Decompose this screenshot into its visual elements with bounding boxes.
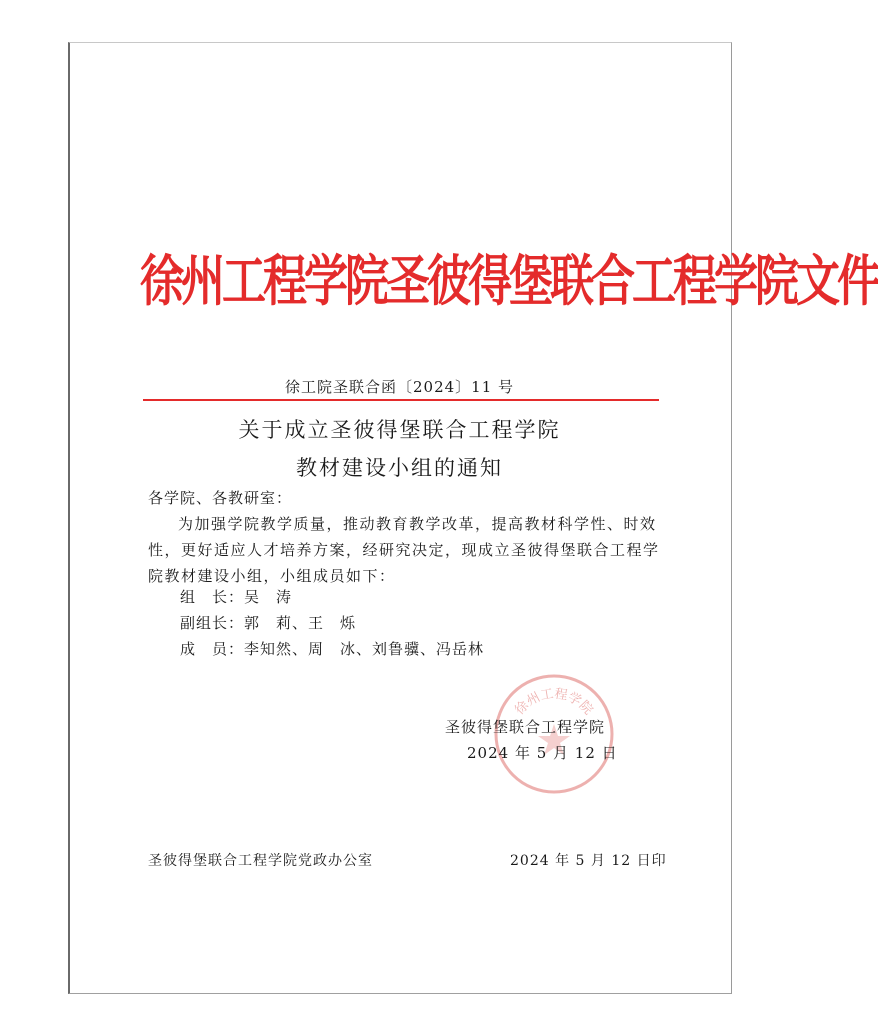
document-number: 徐工院圣联合函〔2024〕11 号 <box>284 378 515 396</box>
document-title-line-2: 教材建设小组的通知 <box>296 456 503 480</box>
member-list: 成 员：李知然、周 冰、刘鲁骥、冯岳林 <box>180 640 485 658</box>
member-leader: 组 长：吴 涛 <box>180 588 293 606</box>
svg-text:徐州工程学院 <box>512 687 595 718</box>
footer-print-date: 2024 年 5 月 12 日印 <box>510 853 667 869</box>
salutation: 各学院、各教研室： <box>148 489 293 507</box>
signature-date: 2024 年 5 月 12 日 <box>467 744 618 762</box>
document-masthead: 徐州工程学院圣彼得堡联合工程学院文件 <box>140 249 878 314</box>
document-title-line-1: 关于成立圣彼得堡联合工程学院 <box>238 418 561 442</box>
seal-text: 徐州工程学院 <box>512 686 596 719</box>
body-paragraph: 为加强学院教学质量，推动教育教学改革，提高教材科学性、时效性，更好适应人才培养方案，经研究决定，现成立圣彼得堡联合工程学院教材建设小组，小组成员如下： <box>148 515 660 585</box>
signature-organization: 圣彼得堡联合工程学院 <box>445 718 606 736</box>
member-deputy-leaders: 副组长：郭 莉、王 烁 <box>180 614 357 632</box>
red-divider-line <box>143 399 659 401</box>
footer-issuing-office: 圣彼得堡联合工程学院党政办公室 <box>148 853 373 869</box>
